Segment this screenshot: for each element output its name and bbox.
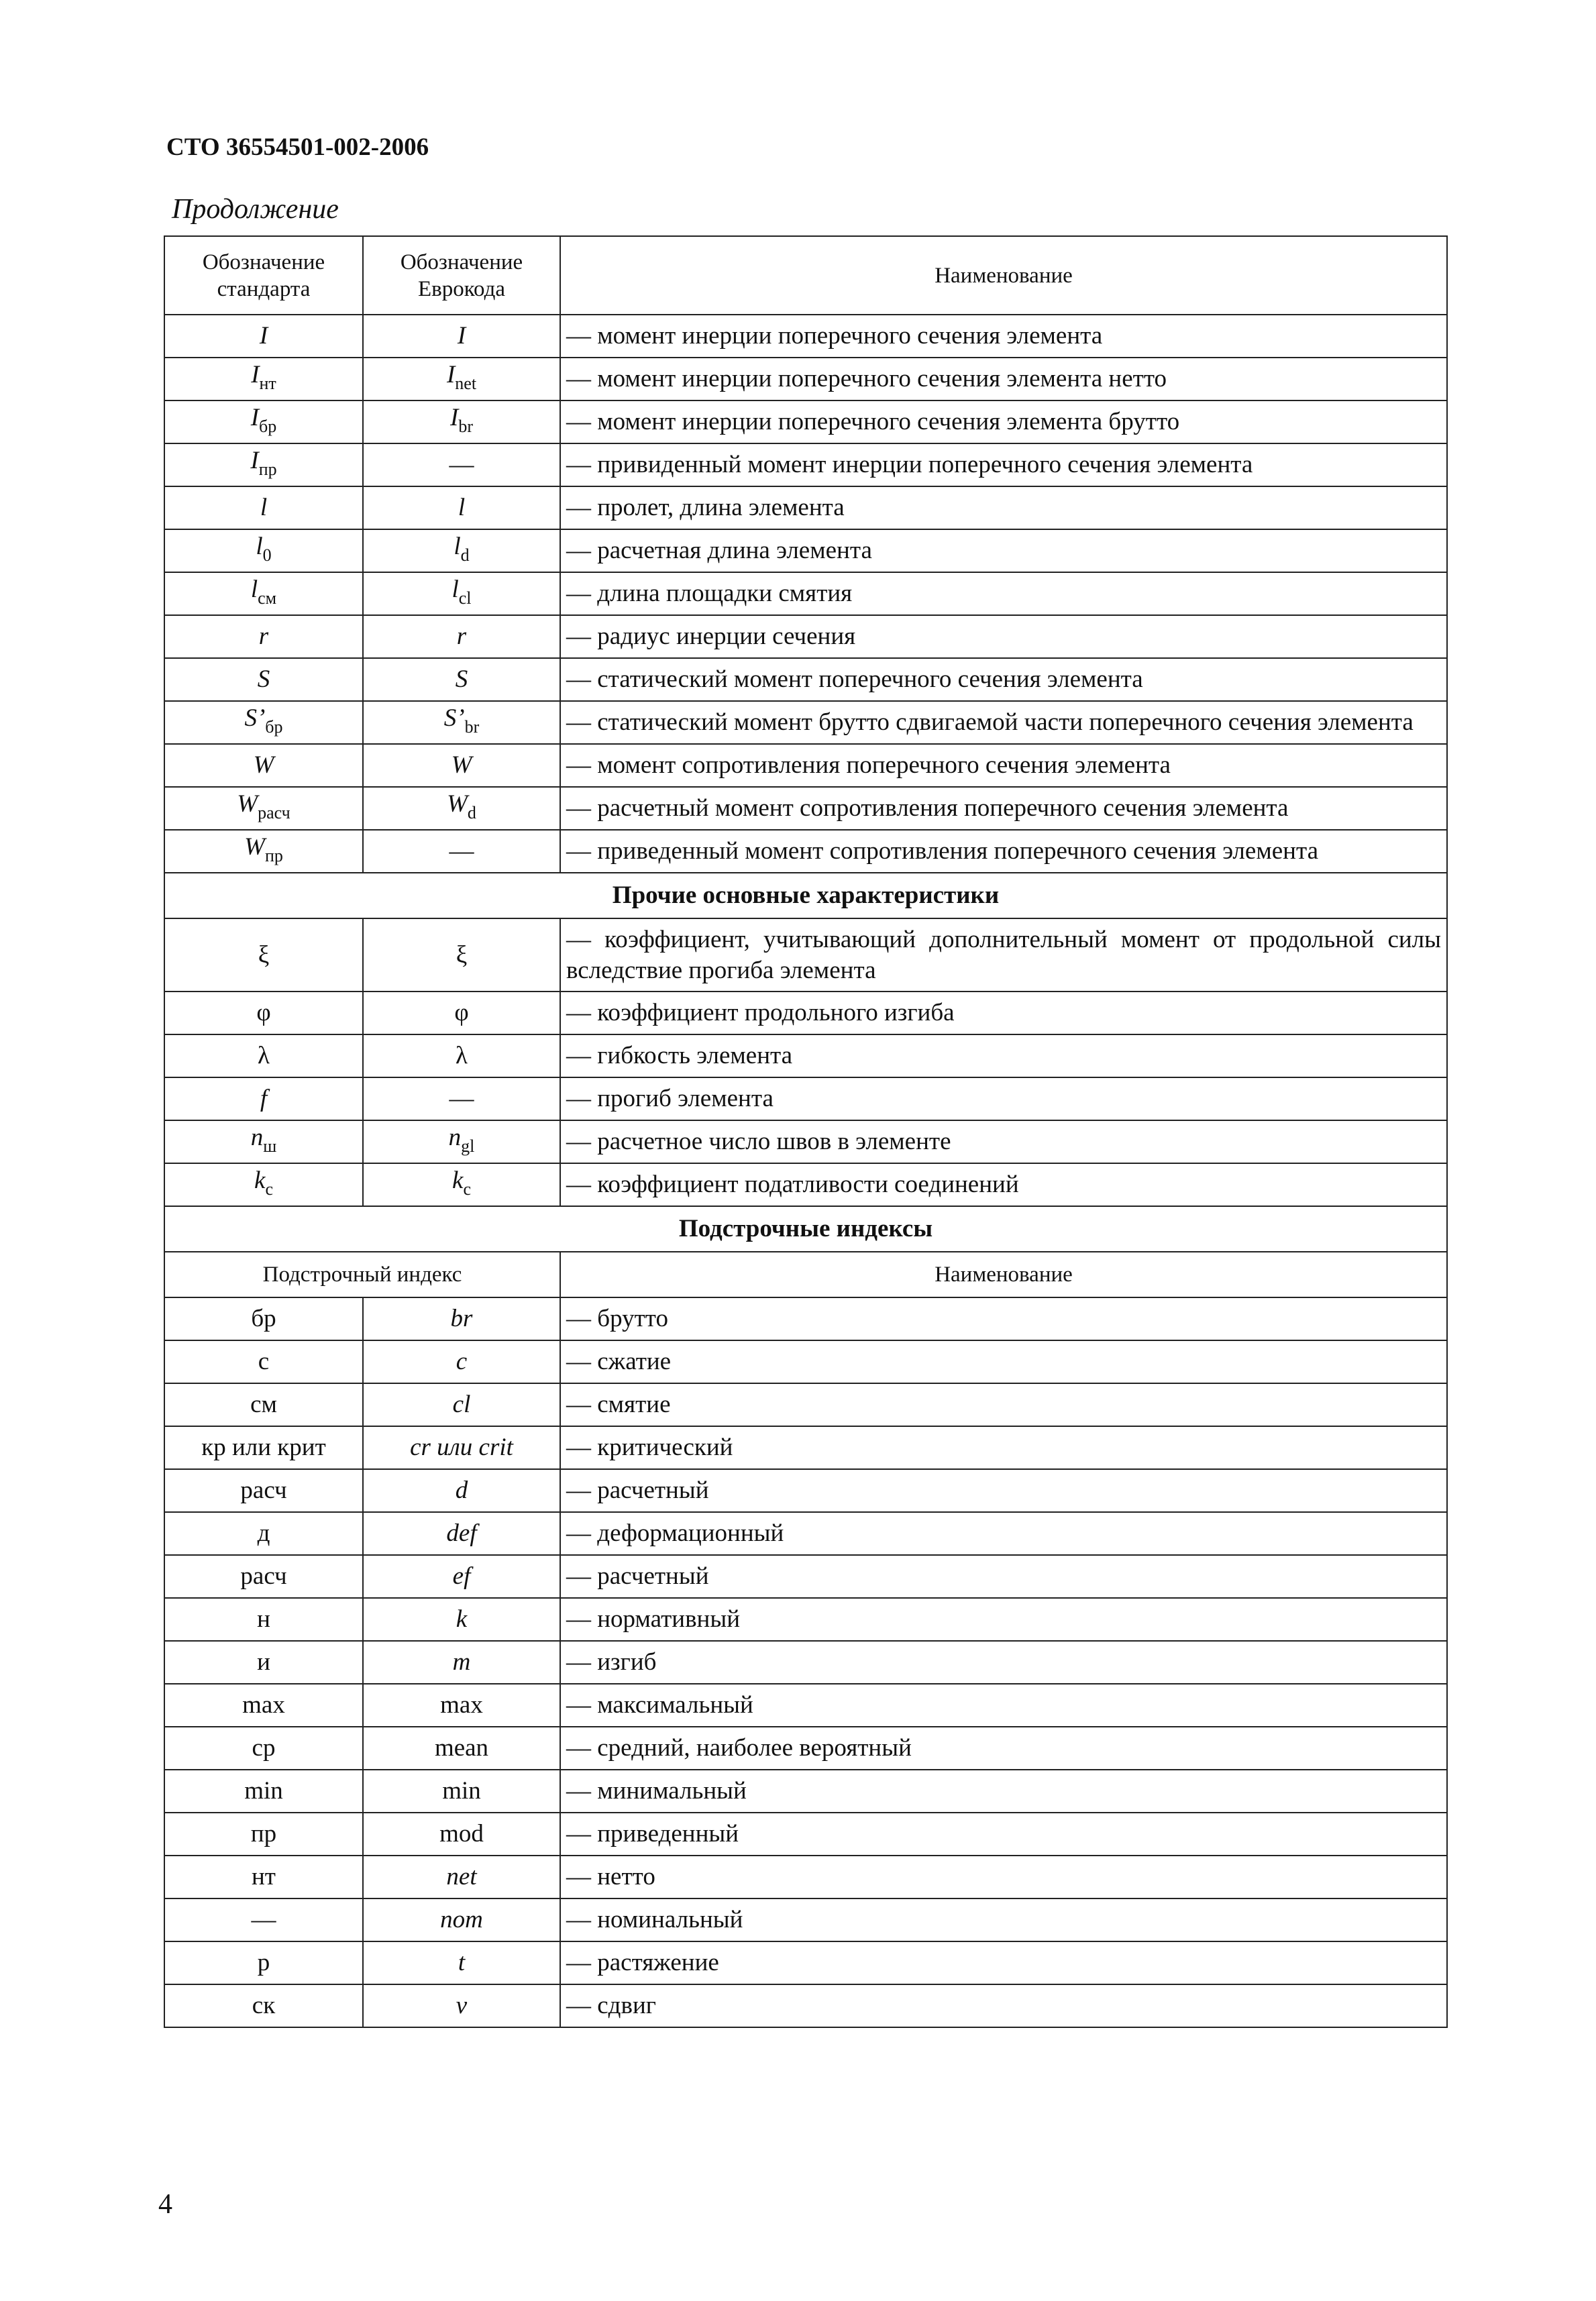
table-row (164, 572, 1447, 615)
eurocode-index-text: min (442, 1777, 481, 1805)
description-text: — статический момент брутто сдвигаемой части поперечного сечения элемента (566, 708, 1414, 736)
symbol-main: I (250, 446, 259, 474)
symbol-main: S’ (443, 704, 465, 732)
description-text: — средний, наиболее вероятный (566, 1734, 912, 1762)
header-subscript-index: Подстрочный индекс (164, 1252, 560, 1297)
eurocode-index-cell (363, 1641, 560, 1684)
standard-symbol-cell (164, 701, 363, 744)
description-text: — расчетный (566, 1477, 709, 1504)
symbol-subscript: расч (258, 802, 290, 822)
eurocode-index-text: v (456, 1992, 468, 2019)
table-row (164, 1340, 1447, 1383)
description-text: — приведенный (566, 1820, 739, 1848)
standard-symbol-cell (164, 358, 363, 400)
eurocode-index-text: max (440, 1691, 483, 1719)
description-cell (560, 358, 1447, 400)
eurocode-index-text: d (455, 1477, 468, 1504)
table-row (164, 744, 1447, 787)
description-text: — расчетный момент сопротивления поперечного сечения элемента (566, 794, 1289, 822)
standard-symbol-cell (164, 1034, 363, 1077)
description-cell (560, 1555, 1447, 1598)
eurocode-symbol-cell (363, 615, 560, 658)
table-row (164, 486, 1447, 529)
symbol-main: n (448, 1123, 462, 1151)
table-row (164, 1297, 1447, 1340)
standard-index-cell: бр (164, 1297, 363, 1340)
eurocode-index-text: cr или crit (410, 1434, 513, 1461)
symbol-main: I (446, 360, 456, 388)
standard-symbol-cell (164, 744, 363, 787)
eurocode-symbol-cell (363, 918, 560, 992)
eurocode-symbol-cell (363, 529, 560, 572)
standard-index-cell: расч (164, 1469, 363, 1512)
standard-index-cell: пр (164, 1813, 363, 1856)
description-text: — номинальный (566, 1906, 743, 1933)
standard-index-cell: min (164, 1770, 363, 1813)
description-cell (560, 1512, 1447, 1555)
eurocode-index-cell (363, 1297, 560, 1340)
description-text: — коэффициент продольного изгиба (566, 999, 955, 1026)
standard-symbol-cell (164, 658, 363, 701)
table-header-row (164, 236, 1447, 315)
description-cell (560, 744, 1447, 787)
eurocode-index-text: br (450, 1305, 473, 1332)
table-row (164, 1469, 1447, 1512)
symbol-main: — (449, 451, 474, 478)
description-cell (560, 787, 1447, 830)
description-cell (560, 1163, 1447, 1206)
eurocode-index-text: nom (440, 1906, 483, 1933)
symbol-main: l (256, 532, 263, 560)
symbol-subscript: br (458, 416, 473, 436)
table-row (164, 615, 1447, 658)
symbol-subscript: d (467, 802, 476, 822)
standard-symbol-cell (164, 572, 363, 615)
symbol-subscript: gl (461, 1136, 475, 1156)
table-row (164, 701, 1447, 744)
section-title: Прочие основные характеристики (164, 873, 1447, 918)
section-title: Подстрочные индексы (164, 1206, 1447, 1252)
eurocode-index-cell (363, 1856, 560, 1898)
eurocode-index-cell (363, 1469, 560, 1512)
table-row (164, 400, 1447, 443)
symbol-subscript: br (464, 716, 480, 737)
description-cell (560, 1297, 1447, 1340)
symbol-subscript: net (455, 373, 477, 393)
eurocode-symbol-cell (363, 830, 560, 873)
symbol-main: r (456, 623, 467, 650)
description-text: — расчетный (566, 1562, 709, 1590)
standard-symbol-cell (164, 486, 363, 529)
eurocode-index-text: c (456, 1348, 468, 1375)
symbol-subscript: ш (263, 1136, 277, 1156)
standard-symbol-cell (164, 315, 363, 358)
eurocode-index-text: mean (434, 1734, 489, 1762)
description-cell (560, 1077, 1447, 1120)
indices-header-row (164, 1252, 1447, 1297)
symbol-main: — (449, 1085, 474, 1112)
eurocode-index-cell (363, 1340, 560, 1383)
description-cell (560, 1770, 1447, 1813)
symbol-main: k (452, 1166, 464, 1194)
standard-symbol-cell (164, 918, 363, 992)
eurocode-index-cell (363, 1813, 560, 1856)
eurocode-symbol-cell (363, 992, 560, 1034)
symbol-subscript: см (258, 588, 277, 608)
table-row (164, 1120, 1447, 1163)
eurocode-symbol-cell (363, 1034, 560, 1077)
standard-index-cell: н (164, 1598, 363, 1641)
standard-symbol-cell (164, 830, 363, 873)
eurocode-symbol-cell (363, 701, 560, 744)
description-cell (560, 1984, 1447, 2027)
symbol-subscript: бр (259, 416, 277, 436)
description-cell (560, 992, 1447, 1034)
table-row (164, 1555, 1447, 1598)
standard-index-cell: кр или крит (164, 1426, 363, 1469)
symbol-main: I (259, 322, 268, 350)
eurocode-symbol-cell (363, 744, 560, 787)
eurocode-index-text: mod (439, 1820, 484, 1848)
symbol-main: λ (258, 1042, 270, 1069)
eurocode-index-cell (363, 1684, 560, 1727)
eurocode-index-cell (363, 1512, 560, 1555)
standard-index-cell: и (164, 1641, 363, 1684)
eurocode-index-text: net (446, 1863, 477, 1890)
standard-symbol-cell (164, 400, 363, 443)
description-cell (560, 1641, 1447, 1684)
description-cell (560, 400, 1447, 443)
table-row (164, 1077, 1447, 1120)
header-eurocode: Обозначение Еврокода (363, 236, 560, 315)
standard-symbol-cell (164, 992, 363, 1034)
eurocode-index-cell (363, 1598, 560, 1641)
symbol-main: l (451, 575, 459, 603)
description-cell (560, 1684, 1447, 1727)
eurocode-index-text: cl (452, 1391, 471, 1418)
table-row (164, 1383, 1447, 1426)
table-row (164, 529, 1447, 572)
eurocode-symbol-cell (363, 315, 560, 358)
table-row (164, 1898, 1447, 1941)
standard-index-cell: д (164, 1512, 363, 1555)
continuation-label: Продолжение (172, 194, 339, 225)
description-text: — пролет, длина элемента (566, 494, 845, 521)
description-text: — момент инерции поперечного сечения элемента брутто (566, 408, 1180, 435)
description-text: — коэффициент податливости соединений (566, 1171, 1019, 1198)
header-name: Наименование (560, 1252, 1447, 1297)
eurocode-index-text: t (458, 1949, 466, 1976)
description-cell (560, 1813, 1447, 1856)
eurocode-symbol-cell (363, 358, 560, 400)
symbols-table (164, 235, 1448, 2028)
description-text: — сжатие (566, 1348, 672, 1375)
description-cell (560, 1727, 1447, 1770)
symbol-main: f (260, 1085, 268, 1112)
eurocode-index-cell (363, 1727, 560, 1770)
eurocode-index-text: ef (452, 1562, 471, 1590)
table-row (164, 1641, 1447, 1684)
standard-index-cell: см (164, 1383, 363, 1426)
table-row (164, 443, 1447, 486)
symbol-subscript: c (463, 1179, 471, 1199)
document-code: СТО 36554501-002-2006 (166, 133, 429, 161)
symbol-main: S (455, 665, 468, 693)
symbol-main: W (451, 751, 472, 779)
eurocode-symbol-cell (363, 1163, 560, 1206)
table-row (164, 1598, 1447, 1641)
symbol-main: I (251, 360, 260, 388)
table-row (164, 787, 1447, 830)
symbol-main: W (244, 833, 265, 861)
description-cell (560, 315, 1447, 358)
symbol-subscript: бр (265, 716, 283, 737)
description-cell (560, 1941, 1447, 1984)
symbol-main: W (447, 790, 468, 818)
description-text: — момент сопротивления поперечного сечения элемента (566, 751, 1171, 779)
eurocode-index-cell (363, 1941, 560, 1984)
standard-index-cell: р (164, 1941, 363, 1984)
eurocode-index-cell (363, 1426, 560, 1469)
eurocode-symbol-cell (363, 486, 560, 529)
symbol-main: W (237, 790, 258, 818)
symbol-main: I (457, 322, 466, 350)
description-text: — минимальный (566, 1777, 747, 1805)
description-text: — гибкость элемента (566, 1042, 793, 1069)
description-cell (560, 615, 1447, 658)
description-text: — нетто (566, 1863, 655, 1890)
symbol-main: n (250, 1123, 264, 1151)
symbol-main: φ (454, 999, 469, 1026)
description-cell (560, 1383, 1447, 1426)
standard-symbol-cell (164, 529, 363, 572)
description-cell (560, 1598, 1447, 1641)
table-row (164, 1426, 1447, 1469)
table-row (164, 1856, 1447, 1898)
eurocode-index-cell (363, 1383, 560, 1426)
table-row (164, 830, 1447, 873)
eurocode-symbol-cell (363, 1077, 560, 1120)
symbols-table-body (164, 236, 1447, 2027)
table-row (164, 1770, 1447, 1813)
description-text: — коэффициент, учитывающий дополнительный момент от продольной силы вследствие прогиба элемента (566, 925, 1441, 984)
section-subscript-indices (164, 1206, 1447, 1252)
eurocode-symbol-cell (363, 572, 560, 615)
description-cell (560, 658, 1447, 701)
standard-index-cell: с (164, 1340, 363, 1383)
description-text: — сдвиг (566, 1992, 656, 2019)
description-text: — нормативный (566, 1605, 741, 1633)
description-text: — приведенный момент сопротивления поперечного сечения элемента (566, 837, 1319, 865)
symbol-subscript: cl (458, 588, 472, 608)
standard-index-cell: нт (164, 1856, 363, 1898)
description-text: — момент инерции поперечного сечения элемента (566, 322, 1103, 350)
description-text: — радиус инерции сечения (566, 623, 856, 650)
table-row (164, 1684, 1447, 1727)
eurocode-symbol-cell (363, 658, 560, 701)
description-text: — расчетное число швов в элементе (566, 1128, 951, 1155)
eurocode-symbol-cell (363, 443, 560, 486)
description-text: — деформационный (566, 1519, 784, 1547)
description-text: — растяжение (566, 1949, 719, 1976)
symbol-subscript: 0 (262, 545, 272, 565)
description-text: — изгиб (566, 1648, 657, 1676)
table-row (164, 992, 1447, 1034)
table-row (164, 918, 1447, 992)
section-other-characteristics (164, 873, 1447, 918)
symbol-subscript: нт (259, 373, 276, 393)
eurocode-index-cell (363, 1898, 560, 1941)
symbol-subscript: d (460, 545, 470, 565)
header-name: Наименование (560, 236, 1447, 315)
description-text: — прогиб элемента (566, 1085, 774, 1112)
description-text: — максимальный (566, 1691, 753, 1719)
symbol-main: ξ (258, 941, 270, 969)
eurocode-symbol-cell (363, 400, 560, 443)
eurocode-index-cell (363, 1984, 560, 2027)
eurocode-index-text: k (456, 1605, 468, 1633)
symbol-main: l (250, 575, 258, 603)
standard-symbol-cell (164, 443, 363, 486)
description-cell (560, 1856, 1447, 1898)
standard-symbol-cell (164, 1163, 363, 1206)
symbol-subscript: пр (258, 459, 277, 479)
table-row (164, 1512, 1447, 1555)
description-cell (560, 830, 1447, 873)
description-text: — момент инерции поперечного сечения элемента нетто (566, 365, 1167, 392)
description-cell (560, 1034, 1447, 1077)
description-text: — расчетная длина элемента (566, 537, 872, 564)
description-cell (560, 918, 1447, 992)
description-cell (560, 572, 1447, 615)
table-row (164, 1813, 1447, 1856)
table-row (164, 1984, 1447, 2027)
standard-symbol-cell (164, 787, 363, 830)
standard-symbol-cell (164, 1077, 363, 1120)
standard-index-cell: расч (164, 1555, 363, 1598)
standard-index-cell: — (164, 1898, 363, 1941)
description-text: — смятие (566, 1391, 671, 1418)
table-row (164, 315, 1447, 358)
symbol-main: l (458, 494, 466, 521)
description-text: — критический (566, 1434, 733, 1461)
symbol-main: I (450, 403, 459, 431)
description-cell (560, 701, 1447, 744)
description-cell (560, 1469, 1447, 1512)
page-number: 4 (158, 2189, 172, 2220)
table-row (164, 1941, 1447, 1984)
symbol-main: ξ (456, 941, 468, 969)
description-text: — брутто (566, 1305, 668, 1332)
description-cell (560, 1340, 1447, 1383)
table-row (164, 1034, 1447, 1077)
description-cell (560, 486, 1447, 529)
description-text: — статический момент поперечного сечения элемента (566, 665, 1143, 693)
symbol-subscript: c (265, 1179, 273, 1199)
symbol-main: — (449, 837, 474, 865)
eurocode-index-text: m (452, 1648, 471, 1676)
description-cell (560, 1426, 1447, 1469)
eurocode-index-cell (363, 1555, 560, 1598)
symbol-main: l (454, 532, 461, 560)
description-cell (560, 1120, 1447, 1163)
symbol-main: k (254, 1166, 266, 1194)
description-cell (560, 529, 1447, 572)
table-row (164, 1163, 1447, 1206)
eurocode-index-cell (363, 1770, 560, 1813)
standard-symbol-cell (164, 1120, 363, 1163)
standard-index-cell: ср (164, 1727, 363, 1770)
standard-index-cell: max (164, 1684, 363, 1727)
table-row (164, 1727, 1447, 1770)
symbol-main: S (257, 665, 270, 693)
eurocode-symbol-cell (363, 1120, 560, 1163)
table-row (164, 358, 1447, 400)
description-text: — длина площадки смятия (566, 580, 853, 607)
table-row (164, 658, 1447, 701)
description-cell (560, 1898, 1447, 1941)
symbol-main: λ (456, 1042, 468, 1069)
symbol-main: φ (256, 999, 271, 1026)
header-standard: Обозначение стандарта (164, 236, 363, 315)
description-text: — привиденный момент инерции поперечного сечения элемента (566, 451, 1253, 478)
eurocode-symbol-cell (363, 787, 560, 830)
standard-index-cell: ск (164, 1984, 363, 2027)
eurocode-index-text: def (446, 1519, 477, 1547)
symbol-main: l (260, 494, 268, 521)
symbol-main: W (253, 751, 274, 779)
standard-symbol-cell (164, 615, 363, 658)
symbol-main: I (250, 403, 260, 431)
symbol-main: r (258, 623, 269, 650)
description-cell (560, 443, 1447, 486)
symbol-main: S’ (244, 704, 266, 732)
symbol-subscript: пр (264, 845, 283, 865)
